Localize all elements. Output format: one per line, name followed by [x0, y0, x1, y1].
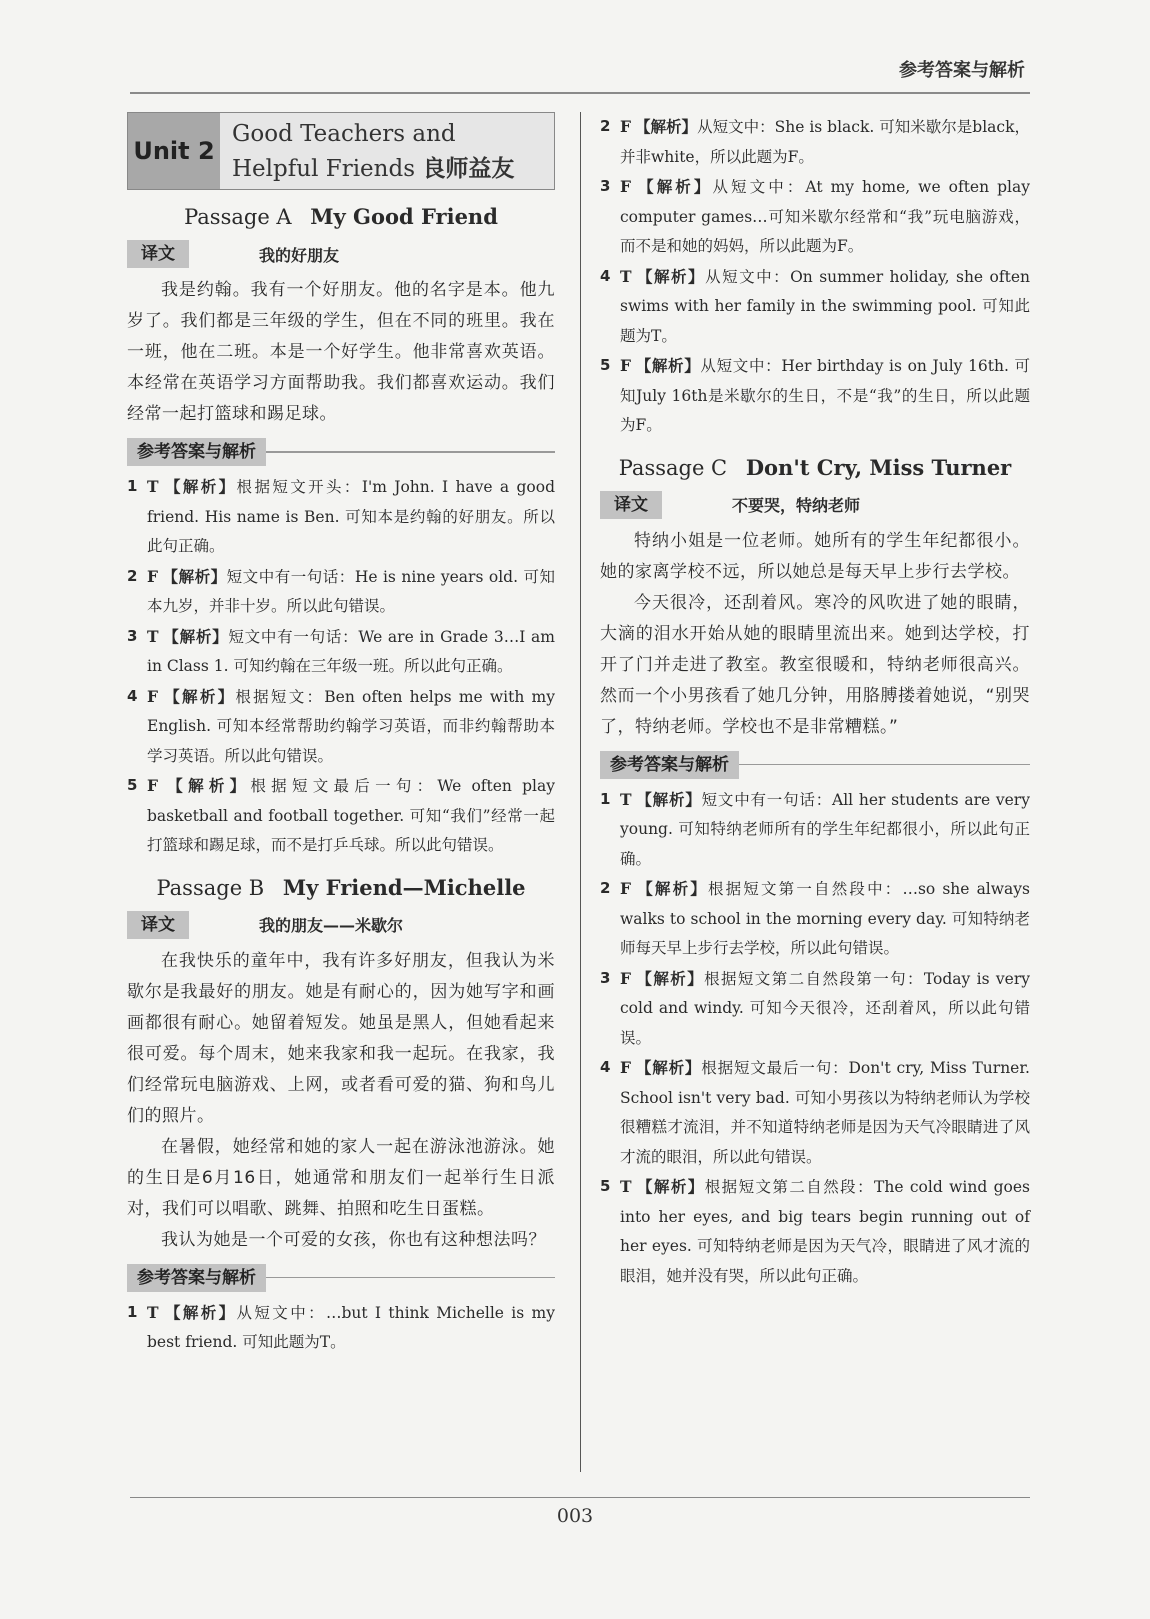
answer-verdict: F — [620, 879, 632, 898]
analysis-label: 【解析】 — [162, 627, 229, 646]
answers-tag: 参考答案与解析 — [127, 438, 266, 466]
answer-text: 从短文中：…but I think Michelle is my best friend. 可知此题为T。 — [147, 1303, 555, 1351]
answer-number: 5 — [600, 356, 611, 374]
answer-text: 从短文中：She is black. 可知米歇尔是black，并非white，所以此题为F。 — [620, 118, 1030, 166]
translation-tag: 译文 — [600, 491, 662, 519]
answer-item — [127, 1298, 555, 1358]
answer-number: 2 — [600, 879, 611, 897]
answer-verdict: F — [620, 1058, 632, 1077]
analysis-label: 【解析】 — [162, 478, 237, 496]
passage-b-answers-part1 — [127, 1298, 555, 1358]
analysis-label: 【解析】 — [162, 687, 236, 706]
paragraph: 我是约翰。我有一个好朋友。他的名字是本。他九岁了。我们都是三年级的学生，但在不同的班里。我在一班，他在二班。本是一个好学生。他非常喜欢英语。本经常在英语学习方面帮助我。我们都喜欢运动。我们经常一起打篮球和踢足球。 — [127, 280, 555, 424]
analysis-label: 【解析】 — [635, 969, 705, 988]
answer-item — [600, 1053, 1030, 1172]
answers-head-line — [266, 1277, 555, 1279]
header-title: 参考答案与解析 — [899, 60, 1025, 81]
passage-c-answers — [600, 785, 1030, 1292]
answer-item — [600, 351, 1030, 441]
analysis-label: 【解析】 — [635, 267, 706, 286]
answer-number: 2 — [127, 566, 138, 585]
answer-number: 5 — [600, 1177, 611, 1195]
answer-item — [600, 112, 1030, 172]
passage-b-answers-head — [127, 1264, 555, 1292]
answer-text: 根据短文最后一句：Don't cry, Miss Turner. School isn't very bad. 可知小男孩以为特纳老师认为学校很糟糕才流泪，并不知道特纳老师是因为天气冷眼睛进了风才流的眼泪，所以此句错误。 — [620, 1059, 1030, 1166]
answer-item — [127, 472, 555, 562]
answer-verdict: T — [620, 266, 632, 286]
answers-head-line — [266, 451, 555, 453]
answer-number: 2 — [600, 117, 611, 135]
answer-verdict: F — [147, 686, 159, 706]
answer-text: 从短文中：On summer holiday, she often swims with her family in the swimming pool. 可知此题为T。 — [620, 267, 1030, 345]
answer-verdict: T — [147, 1302, 159, 1322]
analysis-label: 【解析】 — [635, 357, 701, 375]
answer-text: 根据短文第二自然段第一句：Today is very cold and windy. 可知今天很冷，还刮着风，所以此句错误。 — [620, 969, 1030, 1047]
answer-number: 3 — [600, 968, 611, 987]
passage-a-answers — [127, 472, 555, 861]
paragraph: 特纳小姐是一位老师。她所有的学生年纪都很小。她的家离学校不远，所以她总是每天早上步行去学校。 — [600, 530, 1030, 582]
passage-a-translation-head — [127, 239, 555, 269]
answer-verdict: T — [147, 477, 159, 496]
answer-verdict: T — [147, 626, 159, 646]
header-rule — [130, 92, 1030, 94]
passage-c-translation — [600, 526, 1030, 743]
answer-item — [127, 682, 555, 772]
answer-verdict: F — [620, 117, 632, 136]
answer-text: 根据短文第一自然段中：…so she always walks to school in the morning every day. 可知特纳老师每天早上步行去学校，所以此句错误。 — [620, 880, 1030, 957]
answer-number: 5 — [127, 776, 138, 794]
answer-number: 3 — [127, 626, 138, 645]
passage-c-answers-head — [600, 751, 1030, 779]
answers-tag: 参考答案与解析 — [127, 1264, 266, 1292]
answer-verdict: F — [147, 566, 159, 586]
answer-verdict: F — [620, 968, 632, 988]
passage-a-trans-title: 我的好朋友 — [259, 245, 340, 265]
answer-item — [600, 874, 1030, 964]
passage-c-prefix: Passage C — [618, 455, 728, 480]
passage-b-translation-head — [127, 910, 555, 940]
paragraph: 我认为她是一个可爱的女孩，你也有这种想法吗？ — [161, 1229, 546, 1250]
answer-text: 短文中有一句话：He is nine years old. 可知本九岁，并非十岁。所以此句错误。 — [147, 567, 555, 615]
passage-b-title — [127, 875, 555, 900]
column-divider — [580, 112, 581, 1472]
passage-b-name: My Friend—Michelle — [282, 874, 526, 900]
answers-tag: 参考答案与解析 — [600, 751, 739, 779]
answer-text: 根据短文最后一句：We often play basketball and football together. 可知“我们”经常一起打篮球和踢足球，而不是打乒乓球。所以此句错误。 — [147, 777, 555, 854]
answer-verdict: F — [620, 356, 632, 375]
answers-head-line — [739, 764, 1030, 766]
passage-a-name: My Good Friend — [310, 204, 498, 229]
answer-number: 3 — [600, 177, 611, 195]
passage-a-prefix: Passage A — [184, 205, 292, 229]
passage-b-trans-title: 我的朋友——米歇尔 — [259, 916, 404, 935]
answer-number: 1 — [127, 1302, 138, 1321]
unit-title-en: Good Teachers and Helpful Friends — [232, 121, 456, 182]
unit-banner — [127, 112, 555, 190]
analysis-label: 【解析】 — [162, 777, 251, 795]
passage-a-translation — [127, 275, 555, 430]
unit-title-cn: 良师益友 — [422, 156, 515, 182]
answer-item — [600, 785, 1030, 875]
answer-text: 短文中有一句话：We are in Grade 3…I am in Class 1. 可知约翰在三年级一班。所以此句正确。 — [147, 627, 555, 675]
answer-number: 4 — [600, 1058, 611, 1076]
unit-title — [220, 113, 554, 189]
analysis-label: 【解析】 — [635, 1059, 702, 1077]
unit-label: Unit 2 — [128, 113, 220, 189]
answer-verdict: T — [620, 1177, 632, 1196]
translation-tag: 译文 — [127, 240, 189, 268]
answer-verdict: F — [620, 177, 632, 196]
answer-item — [127, 771, 555, 861]
answer-text: 从短文中：At my home, we often play computer games…可知米歇尔经常和“我”玩电脑游戏，而不是和她的妈妈，所以此题为F。 — [620, 178, 1030, 255]
analysis-label: 【解析】 — [635, 118, 698, 136]
passage-b-translation — [127, 946, 555, 1256]
analysis-label: 【解析】 — [635, 1178, 705, 1196]
answer-item — [600, 964, 1030, 1054]
left-column — [127, 112, 555, 1358]
footer-rule — [130, 1497, 1030, 1498]
page-number: 003 — [556, 1505, 594, 1527]
answer-number: 4 — [600, 266, 611, 285]
answer-item — [127, 622, 555, 682]
answer-number: 1 — [127, 477, 138, 495]
right-column — [600, 112, 1030, 1291]
passage-a-title — [127, 204, 555, 229]
analysis-label: 【解析】 — [635, 178, 713, 196]
passage-c-name: Don't Cry, Miss Turner — [745, 454, 1012, 480]
answer-number: 1 — [600, 789, 611, 808]
analysis-label: 【解析】 — [635, 880, 708, 898]
answer-text: 根据短文第二自然段：The cold wind goes into her eyes, and big tears begin running out of her eyes. 可知特纳老师是因为天气冷，眼睛进了风才流的眼泪，她并没有哭，所以此句正确。 — [620, 1178, 1030, 1285]
answer-text: 短文中有一句话：All her students are very young. 可知特纳老师所有的学生年纪都很小，所以此句正确。 — [620, 790, 1030, 868]
passage-b-answers-part2 — [600, 112, 1030, 441]
passage-a-answers-head — [127, 438, 555, 466]
answer-item — [600, 172, 1030, 262]
answer-text: 从短文中：Her birthday is on July 16th. 可知July 16th是米歇尔的生日，不是“我”的生日，所以此题为F。 — [620, 357, 1030, 434]
analysis-label: 【解析】 — [635, 790, 702, 809]
analysis-label: 【解析】 — [162, 1303, 237, 1322]
analysis-label: 【解析】 — [162, 567, 227, 586]
answer-text: 根据短文开头：I'm John. I have a good friend. His name is Ben. 可知本是约翰的好朋友。所以此句正确。 — [147, 478, 555, 555]
answer-number: 4 — [127, 686, 138, 705]
passage-c-trans-title: 不要哭，特纳老师 — [732, 496, 861, 515]
answer-item — [600, 1172, 1030, 1291]
answer-item — [127, 562, 555, 622]
passage-c-translation-head — [600, 490, 1030, 520]
paragraph: 今天很冷，还刮着风。寒冷的风吹进了她的眼睛，大滴的泪水开始从她的眼睛里流出来。她到达学校，打开了门并走进了教室。教室很暖和，特纳老师很高兴。然而一个小男孩看了她几分钟，用胳膊搂着她说，“别哭了，特纳老师。学校也不是非常糟糕。” — [600, 592, 1030, 737]
passage-b-prefix: Passage B — [156, 875, 265, 900]
translation-tag: 译文 — [127, 911, 189, 939]
paragraph: 在暑假，她经常和她的家人一起在游泳池游泳。她的生日是6月16日，她通常和朋友们一起举行生日派对，我们可以唱歌、跳舞、拍照和吃生日蛋糕。 — [127, 1136, 555, 1219]
answer-verdict: F — [147, 776, 159, 795]
answer-verdict: T — [620, 789, 632, 809]
paragraph: 在我快乐的童年中，我有许多好朋友，但我认为米歇尔是我最好的朋友。她是有耐心的，因为她写字和画画都很有耐心。她留着短发。她虽是黑人，但她看起来很可爱。每个周末，她来我家和我一起玩。在我家，我们经常玩电脑游戏、上网，或者看可爱的猫、狗和鸟儿们的照片。 — [127, 950, 555, 1126]
passage-c-title — [600, 455, 1030, 480]
answer-text: 根据短文：Ben often helps me with my English. 可知本经常帮助约翰学习英语，而非约翰帮助本学习英语。所以此句错误。 — [147, 687, 555, 765]
answer-item — [600, 262, 1030, 352]
